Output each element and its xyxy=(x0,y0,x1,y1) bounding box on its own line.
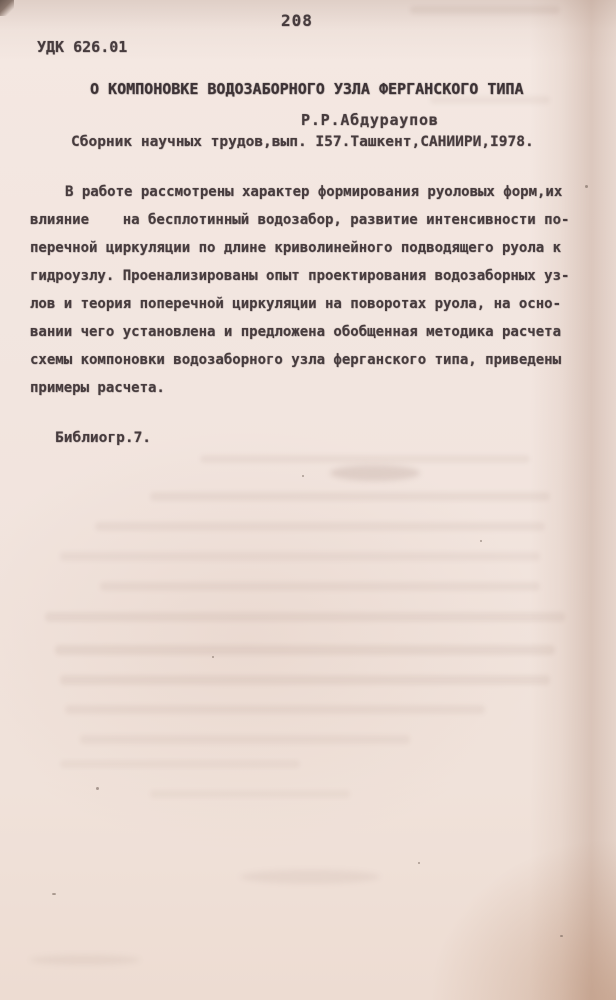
page-number: 208 xyxy=(281,11,313,30)
udc-code: УДК 626.01 xyxy=(37,38,128,56)
abstract-line: перечной циркуляции по длине криволинейного подводящего руола к xyxy=(30,240,562,256)
author-name: Р.Р.Абдураупов xyxy=(301,111,439,129)
abstract-line: В работе рассмотрены характер формирования руоловых форм,их xyxy=(65,184,563,200)
abstract-line: влияние на бесплотинный водозабор, развитие интенсивности по- xyxy=(30,212,570,228)
abstract-line: примеры расчета. xyxy=(30,380,165,396)
abstract-line: лов и теория поперечной циркуляции на поворотах руола, на осно- xyxy=(30,296,562,312)
bibliography-note: Библиогр.7. xyxy=(55,430,152,446)
source-line: Сборник научных трудов,вып. I57.Ташкент,САНИИРИ,I978. xyxy=(71,134,534,150)
abstract-line: вании чего установлена и предложена обобщенная методика расчета xyxy=(30,324,562,340)
scan-corner-artifact xyxy=(0,0,14,16)
article-title: О КОМПОНОВКЕ ВОДОЗАБОРНОГО УЗЛА ФЕРГАНСКОГО ТИПА xyxy=(90,80,524,98)
abstract-line: схемы компоновки водозаборного узла ферганского типа, приведены xyxy=(30,352,562,368)
abstract-line: гидроузлу. Проенализированы опыт проектирования водозаборных уз- xyxy=(30,268,570,284)
